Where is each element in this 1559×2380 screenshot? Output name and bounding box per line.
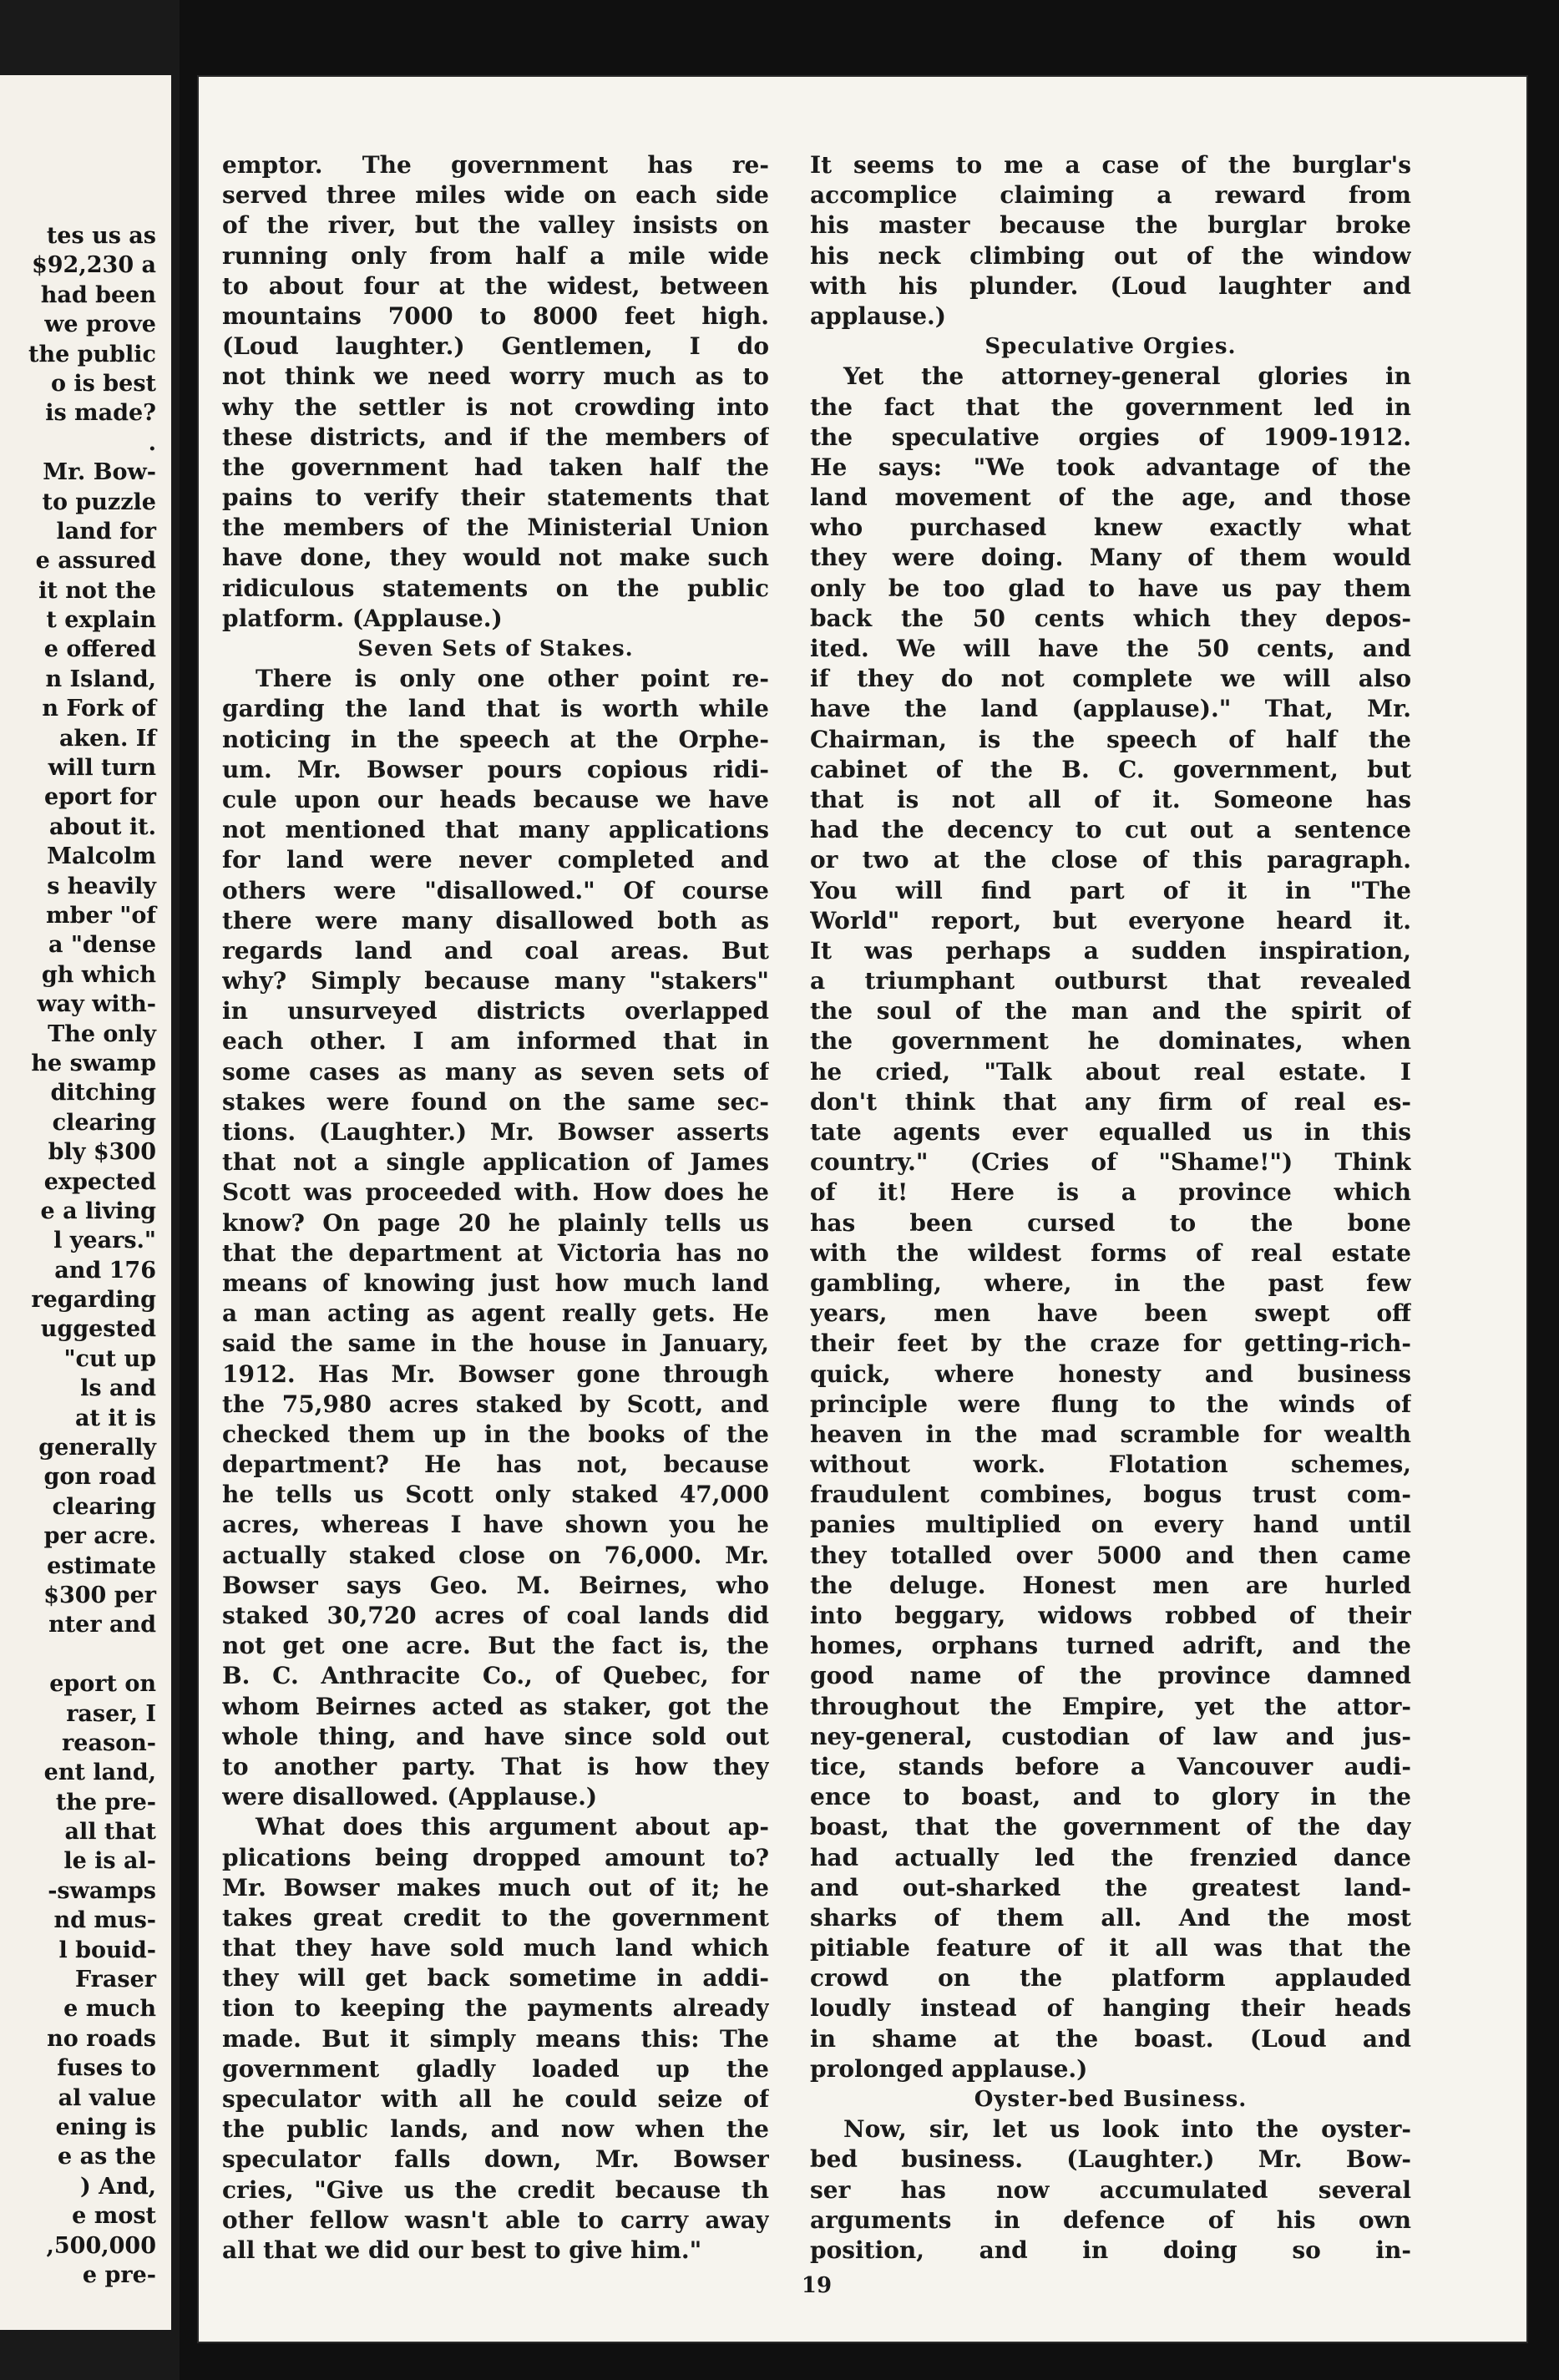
text-line: (Loud laughter.) Gentlemen, I do	[222, 332, 769, 361]
text-line: were disallowed. (Applause.)	[222, 1783, 598, 1811]
text-line: don't think that any firm of real es-	[810, 1087, 1411, 1116]
text-line: in shame at the boast. (Loud and	[810, 2024, 1411, 2053]
text-line: had the decency to cut out a sentence	[810, 816, 1411, 844]
fragment-line: aken. If	[58, 725, 156, 752]
fragment-line	[0, 1640, 156, 1669]
fragment-line: $92,230 a	[31, 252, 156, 279]
text-line: actually staked close on 76,000. Mr.	[222, 1541, 769, 1569]
text-line: Yet the attorney-general glories in	[843, 362, 1411, 391]
fragment-line: and 176	[54, 1257, 156, 1284]
text-line: stakes were found on the same sec-	[222, 1087, 769, 1116]
fragment-line: clearing	[52, 1109, 156, 1136]
fragment-line: the pre-	[55, 1789, 156, 1815]
text-line: regards land and coal areas. But	[222, 936, 769, 965]
text-line: had actually led the frenzied dance	[810, 1843, 1411, 1871]
text-line: fraudulent combines, bogus trust com-	[810, 1481, 1411, 1509]
fragment-line: regarding	[31, 1287, 156, 1314]
fragment-line: Malcolm	[47, 843, 156, 870]
adjacent-page-fragment	[0, 0, 180, 2380]
fragment-line: he swamp	[31, 1050, 156, 1076]
fragment-line: fuses to	[57, 2055, 156, 2082]
text-line: not get one acre. But the fact is, the	[222, 1632, 769, 1660]
fragment-line: about it.	[48, 813, 156, 840]
text-line: bed business. (Laughter.) Mr. Bow-	[810, 2145, 1411, 2174]
fragment-line: -swamps	[48, 1877, 156, 1904]
text-line: these districts, and if the members of	[222, 423, 769, 451]
text-line: means of knowing just how much land	[222, 1268, 769, 1297]
fragment-line: no roads	[47, 2025, 156, 2052]
text-line: whom Beirnes acted as staker, got the	[222, 1692, 769, 1720]
fragment-line: t explain	[46, 607, 156, 634]
text-line: other fellow wasn't able to carry away	[222, 2205, 769, 2234]
fragment-line: had been	[40, 281, 156, 308]
text-line: emptor. The government has re-	[222, 151, 769, 179]
text-line: good name of the province damned	[810, 1662, 1411, 1690]
text-line: cries, "Give us the credit because th	[222, 2175, 769, 2204]
section-heading: Speculative Orgies.	[984, 334, 1237, 360]
fragment-line: at it is	[75, 1405, 156, 1431]
fragment-line: n Island,	[45, 666, 156, 692]
fragment-line: ditching	[50, 1080, 156, 1106]
text-line: 1912. Has Mr. Bowser gone through	[222, 1360, 769, 1388]
text-line: takes great credit to the government	[222, 1903, 769, 1932]
fragment-line: eport for	[43, 784, 156, 811]
text-line: his master because the burglar broke	[810, 211, 1411, 240]
text-line: his neck climbing out of the window	[810, 241, 1411, 270]
fragment-line: ening is	[55, 2114, 156, 2140]
text-line: platform. (Applause.)	[222, 604, 503, 632]
text-line: Mr. Bowser makes much out of it; he	[222, 1873, 769, 1901]
text-line: cule upon our heads because we have	[222, 785, 769, 813]
text-line: He says: "We took advantage of the	[810, 453, 1411, 481]
fragment-line: to puzzle	[42, 489, 156, 515]
text-line: the fact that the government led in	[810, 392, 1411, 421]
text-line: in unsurveyed districts overlapped	[222, 997, 769, 1025]
right-text-column	[810, 150, 1411, 2266]
text-line: acres, whereas I have shown you he	[222, 1511, 769, 1539]
text-line: throughout the Empire, yet the attor-	[810, 1692, 1411, 1720]
text-line: the government he dominates, when	[810, 1027, 1411, 1056]
text-line: gambling, where, in the past few	[810, 1268, 1411, 1297]
text-line: pitiable feature of it all was that the	[810, 1934, 1411, 1962]
fragment-line: e assured	[35, 548, 156, 575]
text-line: It was perhaps a sudden inspiration,	[810, 936, 1411, 965]
text-line: he tells us Scott only staked 47,000	[222, 1481, 769, 1509]
text-line: prolonged applause.)	[810, 2054, 1088, 2083]
fragment-line: bly $300	[48, 1139, 156, 1166]
text-line: garding the land that is worth while	[222, 695, 769, 723]
fragment-line: ,500,000	[46, 2232, 156, 2259]
text-line: land movement of the age, and those	[810, 484, 1411, 512]
fragment-line: ) And,	[79, 2173, 156, 2200]
text-line: loudly instead of hanging their heads	[810, 1994, 1411, 2023]
text-line: ser has now accumulated several	[810, 2175, 1411, 2204]
text-line: not think we need worry much as to	[222, 362, 769, 391]
text-line: a man acting as agent really gets. He	[222, 1299, 769, 1328]
text-line: or two at the close of this paragraph.	[810, 846, 1411, 874]
text-line: not mentioned that many applications	[222, 816, 769, 844]
fragment-line: Mr. Bow-	[43, 459, 156, 486]
text-line: into beggary, widows robbed of their	[810, 1602, 1411, 1629]
fragment-line: e much	[63, 1996, 156, 2023]
text-line: know? On page 20 he plainly tells us	[222, 1208, 769, 1237]
text-line: he cried, "Talk about real estate. I	[810, 1057, 1411, 1086]
text-line: applause.)	[810, 301, 947, 330]
text-line: accomplice claiming a reward from	[810, 181, 1411, 210]
adjacent-page-text	[0, 221, 156, 2290]
text-line: the public lands, and now when the	[222, 2115, 769, 2144]
fragment-line: uggested	[40, 1316, 156, 1343]
text-line: there were many disallowed both as	[222, 906, 769, 934]
text-line: why the settler is not crowding into	[222, 392, 769, 421]
text-line: panies multiplied on every hand until	[810, 1511, 1411, 1539]
fragment-line: e pre-	[82, 2261, 156, 2288]
text-line: quick, where honesty and business	[810, 1360, 1411, 1388]
text-line: sharks of them all. And the most	[810, 1903, 1411, 1932]
fragment-line: mber "of	[46, 902, 156, 929]
fragment-line: l bouid-	[58, 1937, 156, 1963]
text-line: whole thing, and have since sold out	[222, 1722, 769, 1750]
text-line: speculator falls down, Mr. Bowser	[222, 2145, 769, 2174]
fragment-line: e offered	[43, 636, 156, 663]
fragment-line: e most	[72, 2203, 156, 2230]
fragment-line: is made?	[45, 400, 156, 427]
text-line: principle were flung to the winds of	[810, 1390, 1411, 1418]
text-line: checked them up in the books of the	[222, 1420, 769, 1448]
text-line: B. C. Anthracite Co., of Quebec, for	[222, 1662, 769, 1690]
fragment-line: a "dense	[48, 932, 156, 959]
fragment-line: Fraser	[74, 1967, 156, 1993]
fragment-line: $300 per	[43, 1582, 156, 1608]
fragment-line: le is al-	[63, 1848, 156, 1875]
fragment-line: estimate	[47, 1552, 156, 1579]
text-line: years, men have been swept off	[810, 1299, 1411, 1328]
text-line: have the land (applause)." That, Mr.	[810, 695, 1411, 723]
text-line: government gladly loaded up the	[222, 2054, 769, 2083]
text-line: position, and in doing so in-	[810, 2236, 1411, 2264]
text-line: crowd on the platform applauded	[810, 1964, 1411, 1993]
fragment-line: expected	[43, 1168, 156, 1195]
text-line: tions. (Laughter.) Mr. Bowser asserts	[222, 1118, 769, 1146]
text-line: Now, sir, let us look into the oyster-	[843, 2115, 1411, 2144]
text-line: with his plunder. (Loud laughter and	[810, 271, 1411, 300]
fragment-line: way with-	[37, 991, 156, 1018]
fragment-line: nd mus-	[53, 1907, 156, 1934]
text-line: the soul of the man and the spirit of	[810, 997, 1411, 1025]
text-line: Chairman, is the speech of half the	[810, 725, 1411, 753]
document-page	[199, 77, 1526, 2342]
adjacent-page-paper	[0, 75, 171, 2330]
fragment-line: ent land,	[43, 1760, 156, 1786]
text-line: their feet by the craze for getting-rich-	[810, 1329, 1411, 1358]
fragment-line: l years."	[53, 1228, 156, 1254]
fragment-line: eport on	[49, 1671, 156, 1698]
text-line: noticing in the speech at the Orphe-	[222, 725, 769, 753]
text-line: the 75,980 acres staked by Scott, and	[222, 1390, 769, 1418]
text-line: mountains 7000 to 8000 feet high.	[222, 301, 769, 330]
fragment-line: .	[148, 429, 156, 456]
text-line: that not a single application of James	[222, 1148, 769, 1177]
text-line: others were "disallowed." Of course	[222, 876, 769, 904]
text-line: a triumphant outburst that revealed	[810, 967, 1411, 995]
text-line: It seems to me a case of the burglar's	[810, 151, 1411, 179]
fragment-line: o is best	[51, 370, 156, 397]
fragment-line: land for	[56, 518, 156, 544]
text-line: only be too glad to have us pay them	[810, 574, 1411, 602]
text-line: for land were never completed and	[222, 846, 769, 874]
text-line: There is only one other point re-	[256, 665, 769, 693]
text-line: cabinet of the B. C. government, but	[810, 755, 1411, 783]
text-line: tate agents ever equalled us in this	[810, 1118, 1411, 1146]
text-line: the deluge. Honest men are hurled	[810, 1571, 1411, 1599]
text-line: said the same in the house in January,	[222, 1329, 769, 1358]
text-line: What does this argument about ap-	[256, 1813, 769, 1841]
text-line: without work. Flotation schemes,	[810, 1451, 1411, 1479]
text-line: country." (Cries of "Shame!") Think	[810, 1148, 1411, 1177]
text-line: all that we did our best to give him."	[222, 2236, 702, 2264]
fragment-line: per acre.	[43, 1523, 156, 1550]
text-line: ited. We will have the 50 cents, and	[810, 635, 1411, 662]
fragment-line: ls and	[80, 1375, 156, 1402]
fragment-line: nter and	[48, 1612, 156, 1638]
text-line: have done, they would not make such	[222, 544, 769, 572]
text-line: to about four at the widest, between	[222, 271, 769, 300]
fragment-line: generally	[38, 1435, 156, 1461]
text-line: that they have sold much land which	[222, 1934, 769, 1962]
fragment-line: it not the	[38, 577, 156, 604]
fragment-line: gon road	[43, 1464, 156, 1491]
text-line: plications being dropped amount to?	[222, 1843, 769, 1871]
text-line: ence to boast, and to glory in the	[810, 1783, 1411, 1811]
text-line: to another party. That is how they	[222, 1752, 769, 1780]
text-line: with the wildest forms of real estate	[810, 1238, 1411, 1267]
text-line: speculator with all he could seize of	[222, 2085, 769, 2113]
text-line: that the department at Victoria has no	[222, 1238, 769, 1267]
text-line: they totalled over 5000 and then came	[810, 1541, 1411, 1569]
text-line: tice, stands before a Vancouver audi-	[810, 1752, 1411, 1780]
text-line: arguments in defence of his own	[810, 2205, 1411, 2234]
text-line: World" report, but everyone heard it.	[810, 906, 1411, 934]
fragment-line: we prove	[44, 311, 156, 338]
fragment-line: n Fork of	[42, 696, 156, 722]
section-heading: Seven Sets of Stakes.	[357, 636, 634, 661]
fragment-line: the public	[28, 341, 156, 367]
fragment-line: s heavily	[47, 873, 156, 899]
text-line: the members of the Ministerial Union	[222, 514, 769, 542]
text-line: they were doing. Many of them would	[810, 544, 1411, 572]
text-line: homes, orphans turned adrift, and the	[810, 1632, 1411, 1660]
fragment-line: raser, I	[66, 1700, 156, 1727]
page-number: 19	[801, 2273, 833, 2298]
fragment-line: will turn	[48, 755, 156, 782]
text-line: ridiculous statements on the public	[222, 574, 769, 602]
text-line: if they do not complete we will also	[810, 665, 1411, 693]
text-line: staked 30,720 acres of coal lands did	[222, 1602, 769, 1629]
fragment-line: clearing	[52, 1493, 156, 1520]
left-text-column	[222, 150, 769, 2266]
text-line: Scott was proceeded with. How does he	[222, 1178, 769, 1207]
text-line: served three miles wide on each side	[222, 181, 769, 210]
text-line: they will get back sometime in addi-	[222, 1964, 769, 1993]
text-line: why? Simply because many "stakers"	[222, 967, 769, 995]
text-line: that is not all of it. Someone has	[810, 785, 1411, 813]
text-line: and out-sharked the greatest land-	[810, 1873, 1411, 1901]
text-line: the government had taken half the	[222, 453, 769, 481]
text-line: back the 50 cents which they depos-	[810, 604, 1411, 632]
text-line: has been cursed to the bone	[810, 1208, 1411, 1237]
text-line: department? He has not, because	[222, 1451, 769, 1479]
fragment-line: e a living	[40, 1198, 156, 1224]
fragment-line: e as the	[58, 2144, 156, 2170]
section-heading: Oyster-bed Business.	[974, 2087, 1248, 2112]
text-line: You will find part of it in "The	[810, 876, 1411, 904]
text-line: pains to verify their statements that	[222, 484, 769, 512]
fragment-line: reason-	[62, 1729, 156, 1756]
text-line: each other. I am informed that in	[222, 1027, 769, 1056]
fragment-line: al value	[58, 2084, 156, 2111]
fragment-line: tes us as	[46, 223, 156, 249]
text-line: made. But it simply means this: The	[222, 2024, 769, 2053]
text-line: who purchased knew exactly what	[810, 514, 1411, 542]
text-line: Bowser says Geo. M. Beirnes, who	[222, 1571, 769, 1599]
fragment-line: The only	[48, 1020, 156, 1047]
text-line: some cases as many as seven sets of	[222, 1057, 769, 1086]
fragment-line: "cut up	[63, 1345, 156, 1372]
text-line: of it! Here is a province which	[810, 1178, 1411, 1207]
text-line: tion to keeping the payments already	[222, 1994, 769, 2023]
text-line: um. Mr. Bowser pours copious ridi-	[222, 755, 769, 783]
text-line: ney-general, custodian of law and jus-	[810, 1722, 1411, 1750]
text-line: boast, that the government of the day	[810, 1813, 1411, 1841]
fragment-line: all that	[64, 1819, 156, 1846]
text-line: running only from half a mile wide	[222, 241, 769, 270]
fragment-line: gh which	[41, 961, 156, 988]
text-line: the speculative orgies of 1909-1912.	[810, 423, 1411, 451]
text-line: of the river, but the valley insists on	[222, 211, 769, 240]
text-line: heaven in the mad scramble for wealth	[810, 1420, 1411, 1448]
